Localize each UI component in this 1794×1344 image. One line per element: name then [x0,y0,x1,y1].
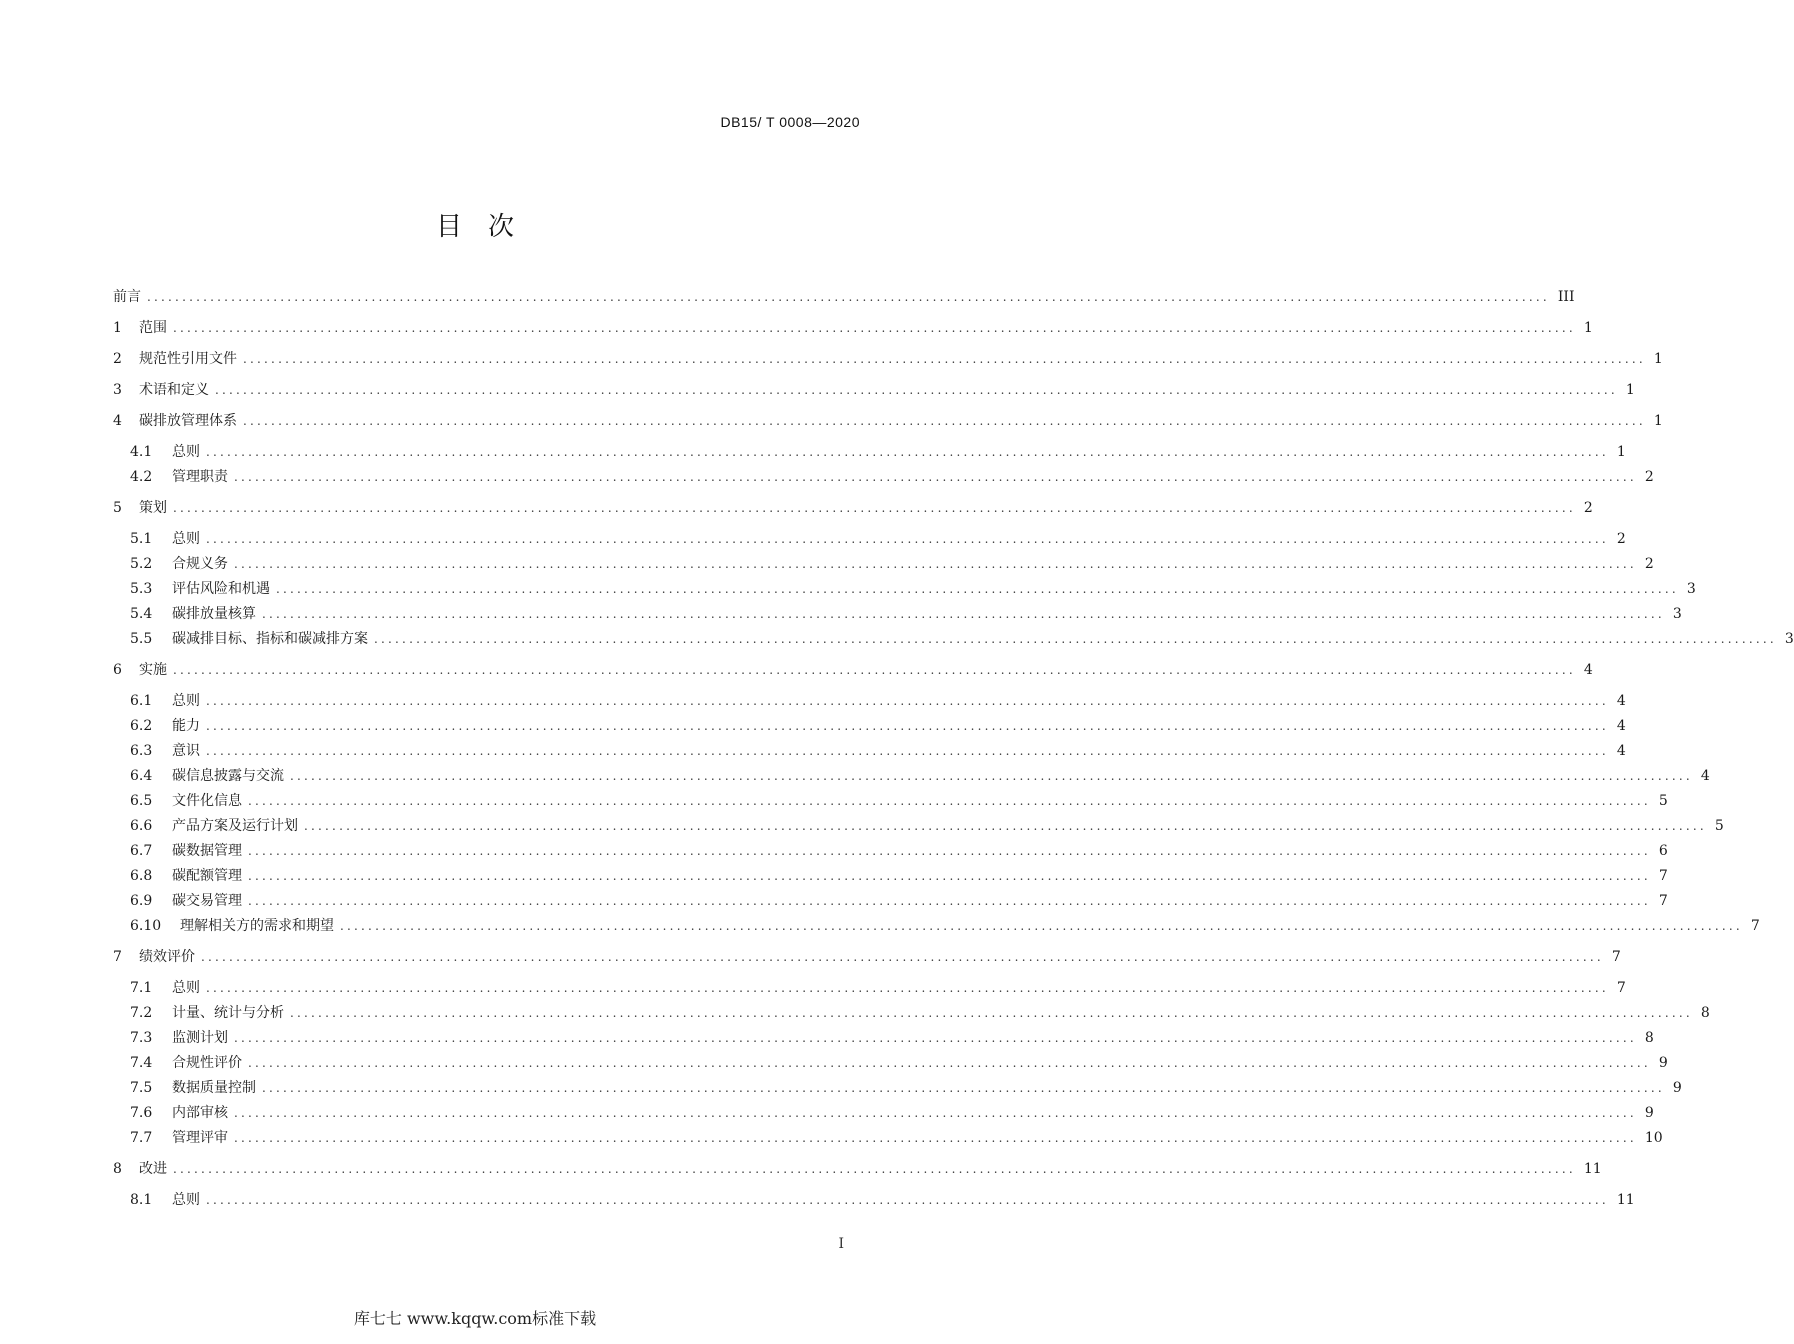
toc-entry-page: 4 [1616,693,1626,709]
toc-entry-page: 7 [1750,918,1760,934]
toc-entry-title: 规范性引用文件 [139,351,237,367]
toc-entry[interactable] [113,349,1663,369]
toc-entry[interactable] [130,978,1626,998]
toc-entry-page: 4 [1616,743,1626,759]
toc-entry-number: 7.5 [130,1080,153,1096]
toc-leader-dots: ........................................................................................................................................................................................................ [248,844,1651,858]
toc-leader-dots: ........................................................................................................................................................................................................ [173,321,1576,335]
toc-entry-number: 5.4 [130,606,153,622]
toc-entry-page: 1 [1625,382,1635,398]
toc-entry-title: 产品方案及运行计划 [172,818,298,834]
toc-entry-number: 8.1 [130,1192,153,1208]
toc-entry[interactable] [130,1003,1710,1023]
toc-entry[interactable] [130,467,1654,487]
toc-entry[interactable] [130,1190,1635,1210]
toc-entry[interactable] [130,579,1696,599]
toc-entry-page: 11 [1583,1161,1602,1177]
toc-entry-page: 7 [1658,868,1668,884]
toc-entry-number: 6.7 [130,843,153,859]
toc-entry-title: 总则 [172,693,200,709]
toc-entry-page: 5 [1658,793,1668,809]
toc-entry-title: 绩效评价 [139,949,195,965]
toc-entry-title: 总则 [172,444,200,460]
toc-entry[interactable] [130,816,1724,836]
toc-entry[interactable] [130,916,1760,936]
toc-entry-title: 实施 [139,662,167,678]
toc-entry-title: 策划 [139,500,167,516]
toc-entry-page: 4 [1616,718,1626,734]
toc-entry-title: 总则 [172,531,200,547]
toc-entry-number: 4.1 [130,444,153,460]
toc-leader-dots: ........................................................................................................................................................................................................ [206,1193,1609,1207]
toc-entry-page: 1 [1653,351,1663,367]
toc-entry[interactable] [113,318,1593,338]
toc-entry-title: 文件化信息 [172,793,242,809]
toc-entry[interactable] [113,947,1621,967]
toc-leader-dots: ........................................................................................................................................................................................................ [206,981,1609,995]
toc-leader-dots: ........................................................................................................................................................................................................ [290,1006,1693,1020]
toc-entry-page: 1 [1653,413,1663,429]
toc-entry-title: 合规性评价 [172,1055,242,1071]
toc-entry-number: 6.4 [130,768,153,784]
toc-leader-dots: ........................................................................................................................................................................................................ [206,719,1609,733]
toc-entry-page: 2 [1644,469,1654,485]
toc-entry-number: 5.2 [130,556,153,572]
toc-entry-page: 2 [1644,556,1654,572]
toc-entry-number: 7.7 [130,1130,153,1146]
toc-entry-number: 6.6 [130,818,153,834]
toc-leader-dots: ........................................................................................................................................................................................................ [234,1106,1637,1120]
page-title: 目次 [435,212,540,242]
footer-watermark: 库七七 www.kqqw.com标准下载 [353,1309,597,1328]
toc-entry[interactable] [113,1159,1602,1179]
toc-leader-dots: ........................................................................................................................................................................................................ [215,383,1618,397]
toc-leader-dots: ........................................................................................................................................................................................................ [276,582,1679,596]
toc-entry-number: 6.5 [130,793,153,809]
toc-entry[interactable] [130,691,1626,711]
toc-leader-dots: ........................................................................................................................................................................................................ [206,532,1609,546]
toc-entry-number: 6.9 [130,893,153,909]
toc-entry-number: 3 [113,382,122,398]
toc-entry[interactable] [130,1128,1663,1148]
toc-leader-dots: ........................................................................................................................................................................................................ [374,632,1777,646]
toc-entry[interactable] [130,1078,1682,1098]
toc-entry-title: 术语和定义 [139,382,209,398]
toc-entry-page: 10 [1644,1130,1663,1146]
toc-entry-page: 3 [1686,581,1696,597]
toc-entry-number: 7.2 [130,1005,153,1021]
toc-entry[interactable] [130,629,1794,649]
toc-entry[interactable] [130,554,1654,574]
toc-leader-dots: ........................................................................................................................................................................................................ [173,501,1576,515]
toc-entry[interactable] [130,604,1682,624]
toc-entry-page: 7 [1658,893,1668,909]
toc-entry-title: 碳排放管理体系 [139,413,237,429]
toc-entry[interactable] [130,766,1710,786]
toc-leader-dots: ........................................................................................................................................................................................................ [234,557,1637,571]
toc-leader-dots: ........................................................................................................................................................................................................ [290,769,1693,783]
toc-entry-page: 9 [1672,1080,1682,1096]
toc-entry-number: 6.2 [130,718,153,734]
toc-leader-dots: ........................................................................................................................................................................................................ [243,352,1646,366]
toc-entry-number: 6.8 [130,868,153,884]
toc-leader-dots: ........................................................................................................................................................................................................ [234,1131,1637,1145]
toc-entry[interactable] [130,791,1668,811]
toc-entry-page: 6 [1658,843,1668,859]
toc-leader-dots: ........................................................................................................................................................................................................ [173,663,1576,677]
toc-entry-page: 1 [1583,320,1593,336]
toc-entry-title: 碳减排目标、指标和碳减排方案 [172,631,368,647]
toc-entry-title: 计量、统计与分析 [172,1005,284,1021]
toc-entry-title: 能力 [172,718,200,734]
toc-entry-page: 1 [1616,444,1626,460]
toc-entry[interactable] [130,1103,1654,1123]
toc-leader-dots: ........................................................................................................................................................................................................ [234,470,1637,484]
toc-entry-title: 内部审核 [172,1105,228,1121]
toc-entry-page: 8 [1700,1005,1710,1021]
toc-entry-page: 9 [1644,1105,1654,1121]
toc-leader-dots: ........................................................................................................................................................................................................ [243,414,1646,428]
toc-entry-page: 3 [1784,631,1794,647]
toc-entry-page: 5 [1714,818,1724,834]
toc-leader-dots: ........................................................................................................................................................................................................ [206,744,1609,758]
toc-entry-number: 7.4 [130,1055,153,1071]
toc-leader-dots: ........................................................................................................................................................................................................ [248,1056,1651,1070]
toc-entry-title: 监测计划 [172,1030,228,1046]
toc-leader-dots: ........................................................................................................................................................................................................ [173,1162,1576,1176]
toc-entry-title: 碳数据管理 [172,843,242,859]
toc-entry[interactable] [130,891,1668,911]
toc-leader-dots: ........................................................................................................................................................................................................ [304,819,1707,833]
toc-entry[interactable] [113,380,1635,400]
toc-entry[interactable] [113,498,1593,518]
toc-entry-title: 数据质量控制 [172,1080,256,1096]
toc-entry-title: 合规义务 [172,556,228,572]
toc-entry-number: 1 [113,320,122,336]
toc-entry[interactable] [113,287,1575,307]
toc-entry-page: 7 [1616,980,1626,996]
toc-entry-title: 总则 [172,980,200,996]
toc-entry[interactable] [130,442,1626,462]
toc-entry-title: 碳信息披露与交流 [172,768,284,784]
toc-entry-page: 4 [1700,768,1710,784]
toc-entry-page: 4 [1583,662,1593,678]
toc-entry-number: 7.6 [130,1105,153,1121]
toc-entry-number: 4.2 [130,469,153,485]
toc-leader-dots: ........................................................................................................................................................................................................ [201,950,1604,964]
toc-entry-number: 7.3 [130,1030,153,1046]
toc-entry[interactable] [130,841,1668,861]
toc-entry-number: 7 [113,949,122,965]
toc-entry[interactable] [113,660,1593,680]
toc-entry-number: 6.1 [130,693,153,709]
toc-entry-number: 5.3 [130,581,153,597]
toc-leader-dots: ........................................................................................................................................................................................................ [262,607,1665,621]
toc-entry-number: 7.1 [130,980,153,996]
toc-leader-dots: ........................................................................................................................................................................................................ [206,445,1609,459]
toc-entry-number: 5.1 [130,531,153,547]
toc-leader-dots: ........................................................................................................................................................................................................ [340,919,1743,933]
toc-entry[interactable] [130,866,1668,886]
toc-entry-page: 2 [1616,531,1626,547]
toc-leader-dots: ........................................................................................................................................................................................................ [206,694,1609,708]
toc-leader-dots: ........................................................................................................................................................................................................ [248,869,1651,883]
toc-entry-number: 6.10 [130,918,162,934]
toc-entry-number: 8 [113,1161,122,1177]
toc-leader-dots: ........................................................................................................................................................................................................ [248,894,1651,908]
toc-entry-title: 理解相关方的需求和期望 [180,918,334,934]
toc-leader-dots: ........................................................................................................................................................................................................ [262,1081,1665,1095]
toc-entry-title: 改进 [139,1161,167,1177]
toc-leader-dots: ........................................................................................................................................................................................................ [248,794,1651,808]
toc-entry-number: 6 [113,662,122,678]
toc-entry-number: 5.5 [130,631,153,647]
toc-entry-title: 管理评审 [172,1130,228,1146]
toc-entry-number: 2 [113,351,122,367]
toc-entry[interactable] [130,741,1626,761]
toc-entry[interactable] [130,1028,1654,1048]
toc-entry-title: 意识 [172,743,200,759]
toc-leader-dots: ........................................................................................................................................................................................................ [147,290,1550,304]
document-code: DB15/ T 0008—2020 [720,114,860,130]
toc-entry-title: 碳交易管理 [172,893,242,909]
toc-entry-page: 8 [1644,1030,1654,1046]
toc-entry-number: 5 [113,500,122,516]
toc-entry-page: 3 [1672,606,1682,622]
toc-entry-title: 前言 [113,289,141,305]
toc-entry-page: III [1557,289,1575,305]
toc-entry[interactable] [130,1053,1668,1073]
toc-entry-page: 7 [1611,949,1621,965]
toc-entry-page: 9 [1658,1055,1668,1071]
toc-entry[interactable] [130,716,1626,736]
toc-entry-title: 碳配额管理 [172,868,242,884]
toc-entry-page: 11 [1616,1192,1635,1208]
page-number: I [838,1236,844,1252]
toc-entry-title: 碳排放量核算 [172,606,256,622]
toc-entry-title: 评估风险和机遇 [172,581,270,597]
toc-leader-dots: ........................................................................................................................................................................................................ [234,1031,1637,1045]
toc-entry-title: 范围 [139,320,167,336]
toc-entry-title: 管理职责 [172,469,228,485]
toc-entry-title: 总则 [172,1192,200,1208]
toc-entry[interactable] [113,411,1663,431]
toc-entry-number: 4 [113,413,122,429]
toc-entry[interactable] [130,529,1626,549]
toc-entry-page: 2 [1583,500,1593,516]
toc-entry-number: 6.3 [130,743,153,759]
